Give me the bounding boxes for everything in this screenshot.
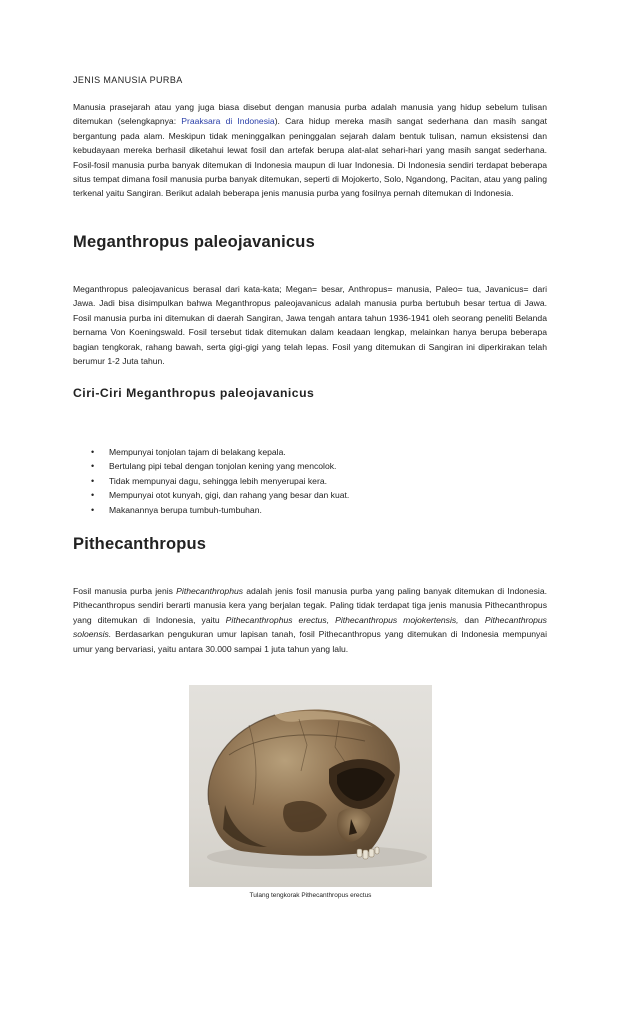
pithe-text-1: Fosil manusia purba jenis	[73, 586, 177, 596]
document-kicker: JENIS MANUSIA PURBA	[73, 75, 183, 85]
pithe-text-4: Berdasarkan pengukuran umur lapisan tanah, fosil Pithecanthropus yang ditemukan di Indonesia mempunyai umur yang bervariasi, yaitu antara 30.000 sampai 1 juta tahun yang lalu.	[73, 629, 547, 654]
list-item: • Mempunyai otot kunyah, gigi, dan rahang yang besar dan kuat.	[73, 488, 513, 502]
pithecanthropus-heading: Pithecanthropus	[73, 535, 207, 553]
meganthropus-traits-heading: Ciri-Ciri Meganthropus paleojavanicus	[73, 386, 315, 400]
pithe-text-3: dan	[458, 614, 485, 625]
intro-paragraph	[73, 100, 547, 201]
pithe-species-2: Pithecanthrophus erectus, Pithecanthropus mojokertensis,	[225, 614, 459, 625]
list-item: • Mempunyai tonjolan tajam di belakang kepala.	[73, 445, 513, 459]
list-item: • Bertulang pipi tebal dengan tonjolan kening yang mencolok.	[73, 459, 513, 473]
intro-text-start: Manusia prasejarah atau yang juga biasa disebut dengan manusia purba adalah manusia yang hidup sebelum tulisan ditemukan (selengkapnya:	[73, 102, 547, 127]
figure-caption: Tulang tengkorak Pithecanthropus erectus	[249, 892, 372, 899]
meganthropus-heading: Meganthropus paleojavanicus	[73, 233, 315, 251]
list-item: • Tidak mempunyai dagu, sehingga lebih menyerupai kera.	[73, 474, 513, 488]
meganthropus-traits-list	[73, 445, 513, 517]
pithecanthropus-paragraph	[73, 584, 547, 656]
pithe-text-2: adalah jenis fosil manusia purba yang paling banyak ditemukan di Indonesia. Pithecanthropus sendiri berarti manusia kera yang berjalan tegak. Paling tidak terdapat tiga jenis manusia Pithecanthropus yang ditemukan di Indonesia, yaitu	[73, 586, 547, 625]
intro-text-end: ). Cara hidup mereka masih sangat sederhana dan masih sangat bergantung pada alam. Meskipun tidak meninggalkan peninggalan sejarah dalam bentuk tulisan, namun eksistensi dan kebudayaan mereka berhasil diketahui lewat fosil dan artefak berupa alat-alat sehari-hari yang masih sangat sederhana. Fosil-fosil manusia purba banyak ditemukan di Indonesia maupun di luar Indonesia. Di Indonesia sendiri terdapat beberapa situs tempat dimana fosil manusia purba banyak ditemukan, seperti di Mojokerto, Solo, Ngandong, Pacitan, atau yang paling terkenal yaitu Sangiran. Berikut adalah beberapa jenis manusia purba yang fosilnya pernah ditemukan di Indonesia.	[73, 116, 548, 199]
skull-photo	[189, 685, 432, 887]
list-item: • Makanannya berupa tumbuh-tumbuhan.	[73, 503, 513, 517]
pithe-species-3: Pithecanthropus soloensis.	[73, 614, 547, 640]
pithe-species-1: Pithecanthrophus	[176, 586, 244, 596]
praaksara-link[interactable]: Praaksara di Indonesia	[181, 116, 275, 127]
meganthropus-paragraph: Meganthropus paleojavanicus berasal dari kata-kata; Megan= besar, Anthropus= manusia, Paleo= tua, Javanicus= dari Jawa. Jadi bisa disimpulkan bahwa Meganthropus paleojavanicus adalah manusia purba bertubuh besar tertua di Jawa. Fosil manusia purba ini ditemukan di daerah Sangiran, Jawa tengah antara tahun 1936-1941 oleh seorang peneliti Belanda bernama Von Koeningswald. Fosil tersebut tidak ditemukan dalam keadaan lengkap, melainkan hanya berupa beberapa bagian tengkorak, rahang bawah, serta gigi-gigi yang telah lepas. Fosil yang ditemukan di Sangiran ini diperkirakan telah berumur 1-2 Juta tahun.	[73, 284, 547, 367]
